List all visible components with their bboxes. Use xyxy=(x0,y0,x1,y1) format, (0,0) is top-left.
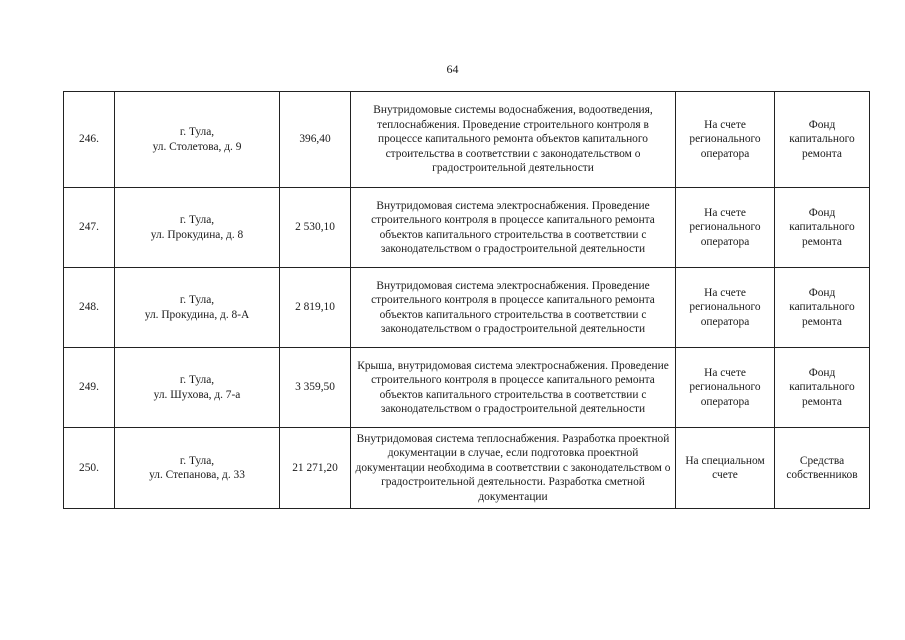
area-cell: 3 359,50 xyxy=(280,348,351,428)
area-cell: 2 530,10 xyxy=(280,188,351,268)
area-cell: 21 271,20 xyxy=(280,428,351,509)
work-description-cell: Внутридомовые системы водоснабжения, водоотведения, теплоснабжения. Проведение строительного контроля в процессе капитального ремонта объектов капитального строительства в соответствии с законодательством о градостроительной деятельности xyxy=(351,92,676,188)
account-cell: На счете регионального оператора xyxy=(676,92,775,188)
address-street: ул. Столетова, д. 9 xyxy=(152,140,242,153)
address-street: ул. Шухова, д. 7-а xyxy=(153,388,241,401)
table-row xyxy=(64,92,870,188)
buildings-table xyxy=(63,91,870,509)
account-cell: На счете регионального оператора xyxy=(676,348,775,428)
funding-source-cell: Фонд капитального ремонта xyxy=(775,268,870,348)
table-row xyxy=(64,188,870,268)
funding-source-cell: Фонд капитального ремонта xyxy=(775,92,870,188)
address-street: ул. Прокудина, д. 8-А xyxy=(144,308,250,321)
row-number: 246. xyxy=(64,92,115,188)
address-city: г. Тула, xyxy=(179,214,215,227)
account-cell: На специальном счете xyxy=(676,428,775,509)
address-cell xyxy=(115,428,280,509)
address-cell xyxy=(115,188,280,268)
address-street: ул. Степанова, д. 33 xyxy=(149,469,245,481)
area-cell: 396,40 xyxy=(280,92,351,188)
work-description-cell: Внутридомовая система электроснабжения. Проведение строительного контроля в процессе капитального ремонта объектов капитального строительства в соответствии с законодательством о градостроительной деятельности xyxy=(351,268,676,348)
address-cell xyxy=(115,348,280,428)
row-number: 250. xyxy=(64,428,115,509)
work-description-cell: Крыша, внутридомовая система электроснабжения. Проведение строительного контроля в процессе капитального ремонта объектов капитального строительства в соответствии с законодательством о градостроительной деятельности xyxy=(351,348,676,428)
funding-source-cell: Фонд капитального ремонта xyxy=(775,348,870,428)
table-row xyxy=(64,268,870,348)
page-number: 64 xyxy=(446,62,459,76)
address-city: г. Тула, xyxy=(179,454,215,467)
address-street: ул. Прокудина, д. 8 xyxy=(150,228,244,241)
work-description-cell: Внутридомовая система теплоснабжения. Разработка проектной документации в случае, если подготовка проектной документации необходима в соответствии с законодательством о градостроительной деятельности. Разработка сметной документации xyxy=(351,428,676,509)
row-number: 249. xyxy=(64,348,115,428)
table-row xyxy=(64,428,870,509)
row-number: 248. xyxy=(64,268,115,348)
address-city: г. Тула, xyxy=(179,374,215,387)
account-cell: На счете регионального оператора xyxy=(676,268,775,348)
table-row xyxy=(64,348,870,428)
address-city: г. Тула, xyxy=(179,126,215,139)
funding-source-cell: Фонд капитального ремонта xyxy=(775,188,870,268)
account-cell: На счете регионального оператора xyxy=(676,188,775,268)
area-cell: 2 819,10 xyxy=(280,268,351,348)
row-number: 247. xyxy=(64,188,115,268)
address-city: г. Тула, xyxy=(179,294,215,307)
funding-source-cell: Средства собственников xyxy=(775,428,870,509)
work-description-cell: Внутридомовая система электроснабжения. Проведение строительного контроля в процессе капитального ремонта объектов капитального строительства в соответствии с законодательством о градостроительной деятельности xyxy=(351,188,676,268)
address-cell xyxy=(115,92,280,188)
address-cell xyxy=(115,268,280,348)
